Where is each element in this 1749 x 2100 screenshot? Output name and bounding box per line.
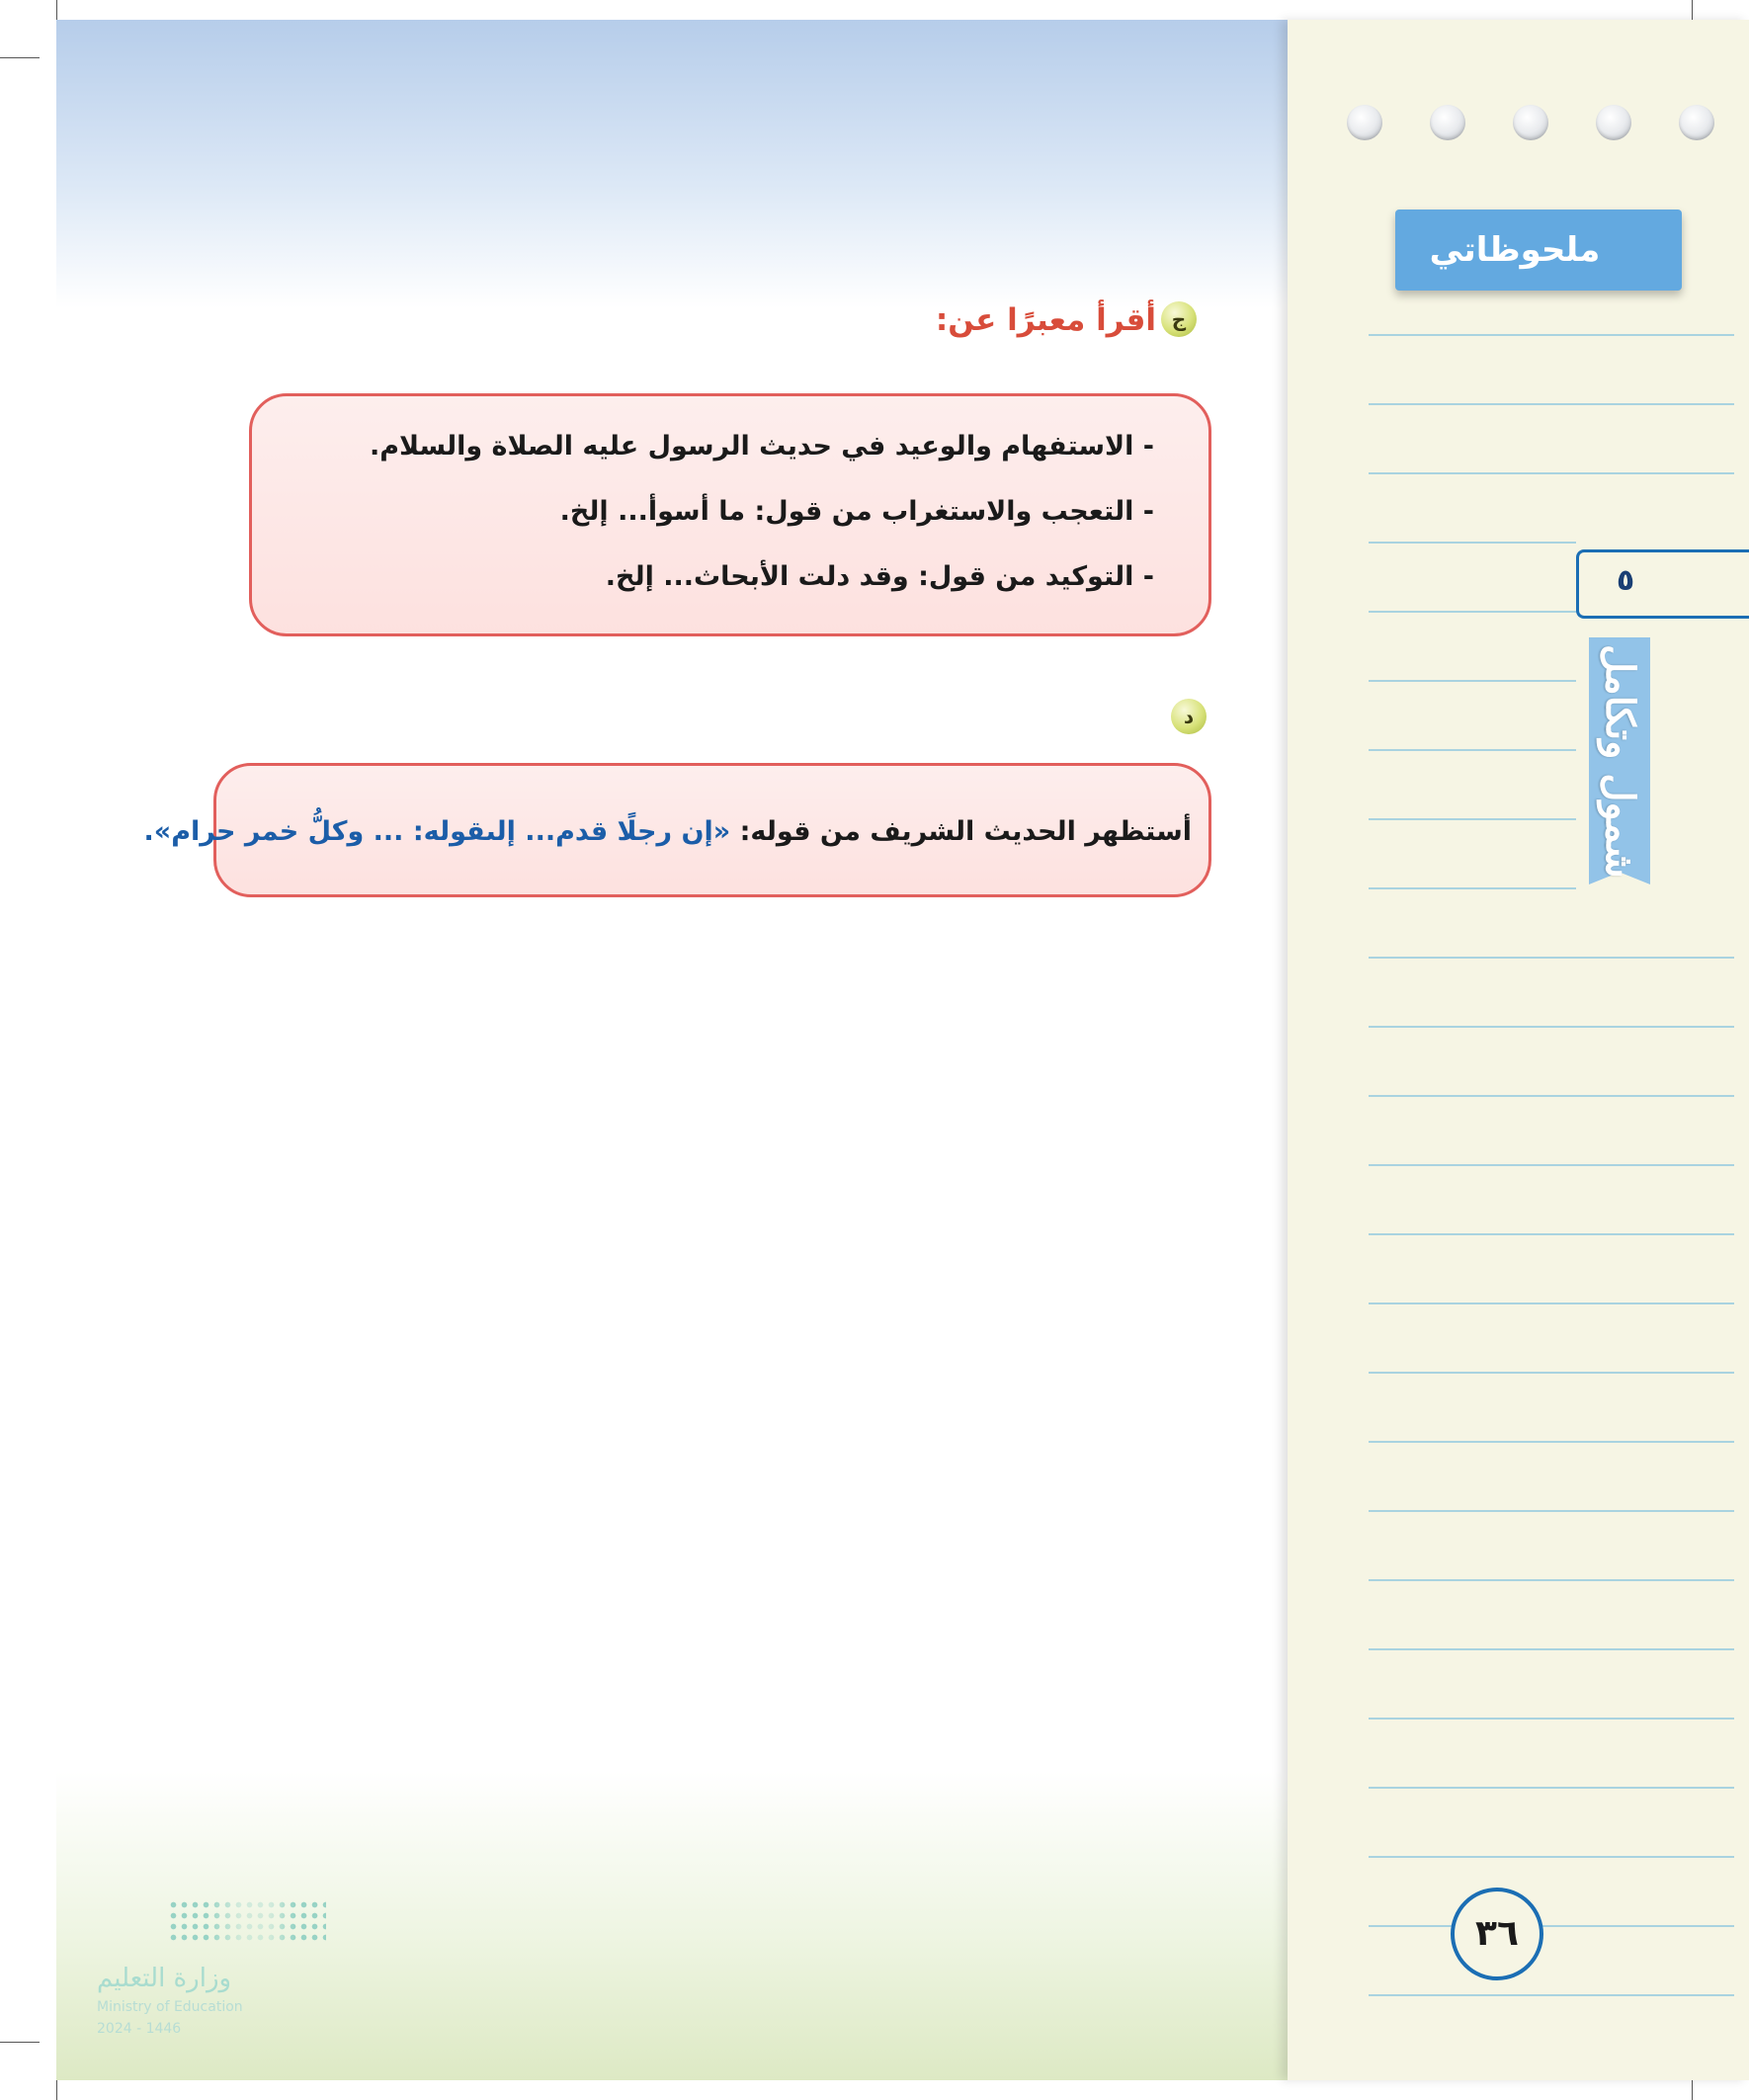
section-heading: أقرأ معبرًا عن: (935, 302, 1156, 338)
note-line (1369, 1233, 1734, 1235)
binder-ring-icon (1513, 105, 1548, 140)
binder-ring-icon (1679, 105, 1714, 140)
hadith-quote: «إن رجلًا قدم... إلىقوله: ... وكلُّ خمر حرام». (143, 816, 731, 847)
ministry-logo-icon (168, 1899, 326, 1943)
section-marker-c: ج (1161, 301, 1197, 337)
ministry-year: 2024 - 1446 (97, 2021, 182, 2037)
section-marker-d: د (1171, 699, 1207, 734)
note-line (1369, 818, 1576, 820)
unit-number: ٥ (1616, 563, 1635, 598)
note-line (1369, 542, 1576, 544)
page-number: ٣٦ (1475, 1913, 1519, 1954)
note-line (1369, 1994, 1734, 1996)
note-line (1369, 749, 1576, 751)
note-line (1369, 957, 1734, 959)
ministry-name-ar: وزارة التعليم (97, 1964, 232, 1993)
unit-title: شمول وتكامل (1597, 643, 1643, 879)
note-line (1369, 1718, 1734, 1720)
note-line (1369, 1925, 1734, 1927)
crop-mark (0, 57, 40, 58)
note-line (1369, 1648, 1734, 1650)
binder-ring-icon (1430, 105, 1465, 140)
note-line (1369, 334, 1734, 336)
note-line (1369, 1026, 1734, 1028)
note-line (1369, 1579, 1734, 1581)
note-line (1369, 1302, 1734, 1304)
notes-title: ملحوظاتي (1429, 230, 1601, 270)
note-line (1369, 1095, 1734, 1097)
note-line (1369, 1510, 1734, 1512)
list-item: - التوكيد من قول: وقد دلت الأبحاث... إلخ. (605, 561, 1154, 592)
note-line (1369, 887, 1576, 889)
note-line (1369, 1164, 1734, 1166)
note-line (1369, 1856, 1734, 1858)
list-item: - الاستفهام والوعيد في حديث الرسول عليه الصلاة والسلام. (369, 431, 1154, 462)
note-line (1369, 680, 1576, 682)
ministry-name-en: Ministry of Education (97, 1999, 243, 2015)
note-line (1369, 611, 1576, 613)
crop-mark (0, 2042, 40, 2043)
notes-panel (1288, 20, 1749, 2080)
note-line (1369, 1441, 1734, 1443)
binder-ring-icon (1596, 105, 1631, 140)
list-item: - التعجب والاستغراب من قول: ما أسوأ... إلخ. (559, 496, 1154, 527)
note-line (1369, 403, 1734, 405)
note-line (1369, 1372, 1734, 1374)
note-line (1369, 1787, 1734, 1789)
instruction-text: أستظهر الحديث الشريف من قوله: (739, 816, 1192, 847)
memorize-instruction (143, 808, 1192, 856)
note-line (1369, 472, 1734, 474)
binder-ring-icon (1347, 105, 1382, 140)
